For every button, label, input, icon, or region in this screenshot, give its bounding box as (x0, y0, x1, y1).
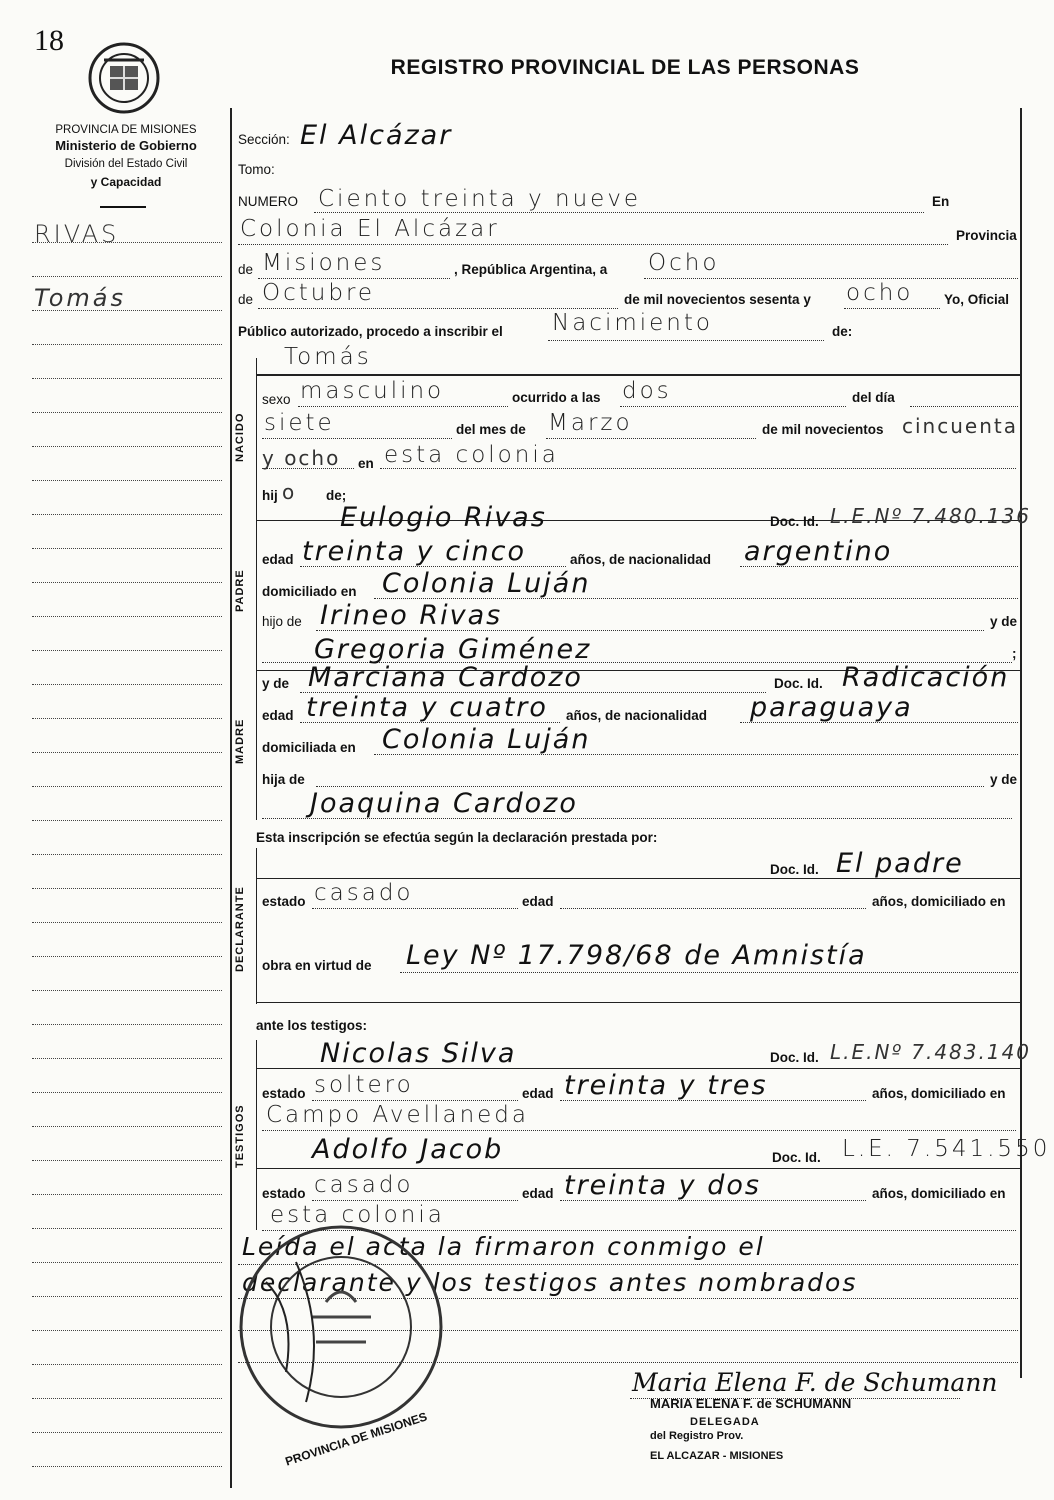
signature-role-1: DELEGADA (690, 1416, 760, 1428)
margin-ruled-line (32, 1194, 222, 1195)
margin-ruled-line (32, 990, 222, 991)
margin-ruled-line (32, 616, 222, 617)
field-dia-nac: siete (264, 410, 335, 436)
org-rule (100, 206, 146, 208)
margin-ruled-line (32, 412, 222, 413)
margin-ruled-line (32, 1296, 222, 1297)
field-padre-nombre: Eulogio Rivas (340, 502, 547, 533)
field-decl-estado: casado (314, 880, 414, 906)
registry-round-stamp (236, 1222, 446, 1432)
label-sexo: sexo (262, 392, 291, 407)
side-tag-declarante: DECLARANTE (234, 886, 246, 972)
field-hora: dos (622, 378, 672, 404)
margin-ruled-line (32, 650, 222, 651)
label-del-dia: del día (852, 390, 895, 405)
field-t1-dom: Campo Avellaneda (266, 1102, 529, 1128)
field-madre-dom: Colonia Luján (382, 724, 591, 755)
margin-ruled-line (32, 854, 222, 855)
field-t2-dom: esta colonia (270, 1202, 445, 1228)
margin-ruled-line (32, 1466, 222, 1467)
label-obra: obra en virtud de (262, 958, 372, 973)
margin-ruled-line (32, 378, 222, 379)
province-seal-logo (86, 40, 162, 116)
label-t2-domiciliado: años, domiciliado en (872, 1186, 1006, 1201)
margin-ruled-line (32, 786, 222, 787)
side-tag-madre: MADRE (234, 718, 246, 764)
margin-ruled-line (32, 922, 222, 923)
label-publico: Público autorizado, procedo a inscribir el (238, 324, 503, 339)
margin-ruled-line (32, 1228, 222, 1229)
margin-ruled-line (32, 1126, 222, 1127)
label-provincia: Provincia (956, 228, 1017, 243)
label-padre-y-de: y de (990, 614, 1018, 629)
margin-ruled-line (32, 514, 222, 515)
field-padre-madre: Gregoria Giménez (314, 634, 592, 665)
label-padre-doc: Doc. Id. (770, 514, 819, 529)
field-padre-dom: Colonia Luján (382, 568, 591, 599)
field-padre-doc: L.E.Nº 7.480.136 (830, 504, 1032, 528)
margin-ruled-line (32, 1262, 222, 1263)
label-madre-doc: Doc. Id. (774, 676, 823, 691)
field-nombre: Tomás (284, 344, 372, 370)
field-decl-ley: Ley Nº 17.798/68 de Amnistía (406, 940, 867, 971)
label-t2-edad: edad (522, 1186, 554, 1201)
field-lugar-nac: esta colonia (384, 442, 559, 468)
margin-ruled-line (32, 480, 222, 481)
margin-given-name: Tomás (34, 284, 126, 312)
signature-role-3: EL ALCAZAR - MISIONES (650, 1450, 784, 1462)
label-decl-doc: Doc. Id. (770, 862, 819, 877)
field-t1-edad: treinta y tres (564, 1070, 768, 1101)
field-t1-nombre: Nicolas Silva (320, 1038, 517, 1069)
document-title: REGISTRO PROVINCIAL DE LAS PERSONAS (390, 56, 860, 79)
frame-right-rule (1020, 108, 1022, 1378)
field-t2-edad: treinta y dos (564, 1170, 761, 1201)
label-madre-y-de-2: y de (990, 772, 1018, 787)
label-hij: hij (262, 488, 278, 503)
org-division: División del Estado Civil (64, 158, 188, 170)
label-padre-edad: edad (262, 552, 294, 567)
margin-ruled-line (32, 548, 222, 549)
field-numero: Ciento treinta y nueve (318, 186, 642, 212)
label-t1-domiciliado: años, domiciliado en (872, 1086, 1006, 1101)
label-en: En (932, 194, 950, 209)
label-tomo: Tomo: (238, 162, 275, 177)
margin-ruled-line (32, 1432, 222, 1433)
label-en: en (358, 456, 374, 471)
field-provincia: Misiones (262, 250, 386, 276)
label-madre-edad: edad (262, 708, 294, 723)
field-hijo-sufijo: o (282, 480, 297, 504)
margin-ruled-line (32, 276, 222, 277)
label-t2-estado: estado (262, 1186, 306, 1201)
label-decl-estado: estado (262, 894, 306, 909)
field-mes: Octubre (262, 280, 376, 306)
org-ministry: Ministerio de Gobierno (55, 138, 197, 153)
frame-left-rule (230, 108, 232, 1488)
org-province: PROVINCIA DE MISIONES (55, 124, 197, 136)
label-del-mes: del mes de (456, 422, 526, 437)
field-decl-doc: El padre (836, 848, 964, 879)
label-seccion: Sección: (238, 132, 290, 147)
field-cierre-2: declarante y los testigos antes nombrados (242, 1268, 858, 1297)
field-t1-estado: soltero (314, 1072, 414, 1098)
org-capacity: y Capacidad (90, 175, 162, 189)
margin-ruled-line (32, 1024, 222, 1025)
field-t2-estado: casado (314, 1172, 414, 1198)
field-dia: Ocho (648, 250, 720, 276)
field-t2-doc: L.E. 7.541.550 (842, 1136, 1051, 1162)
label-t1-estado: estado (262, 1086, 306, 1101)
label-ocurrido: ocurrido a las (512, 390, 601, 405)
margin-ruled-line (32, 820, 222, 821)
margin-ruled-line (32, 1160, 222, 1161)
margin-ruled-line (32, 1398, 222, 1399)
margin-ruled-line (32, 344, 222, 345)
field-anio-nac-2: y ocho (262, 446, 341, 470)
page-number: 18 (34, 24, 64, 57)
label-hija-de: hija de (262, 772, 305, 787)
label-de-2: de (238, 292, 254, 307)
label-hijo-de: hijo de (262, 614, 302, 629)
field-madre-doc: Radicación (842, 662, 1010, 693)
label-mil-novecientos: de mil novecientos (762, 422, 884, 437)
label-de-colon: de: (832, 324, 853, 339)
field-padre-padre: Irineo Rivas (320, 600, 503, 631)
field-acto: Nacimiento (552, 310, 713, 336)
field-cierre-1: Leída el acta la firmaron conmigo el (242, 1232, 765, 1261)
field-sexo: masculino (300, 378, 445, 404)
label-decl-domiciliado: años, domiciliado en (872, 894, 1006, 909)
margin-ruled-line (32, 752, 222, 753)
margin-ruled-line (32, 718, 222, 719)
label-decl-edad: edad (522, 894, 554, 909)
label-madre-dom: domiciliada en (262, 740, 356, 755)
label-padre-nacionalidad: años, de nacionalidad (570, 552, 712, 567)
field-madre-nombre: Marciana Cardozo (308, 662, 583, 693)
margin-ruled-line (32, 1092, 222, 1093)
field-anio: ocho (846, 280, 914, 306)
field-t2-nombre: Adolfo Jacob (312, 1134, 504, 1165)
field-seccion: El Alcázar (300, 120, 453, 151)
side-tag-nacido: NACIDO (234, 412, 246, 462)
label-t1-doc: Doc. Id. (770, 1050, 819, 1065)
field-madre-edad: treinta y cuatro (306, 692, 548, 723)
signature-role-2: del Registro Prov. (650, 1430, 744, 1442)
signature-script: Maria Elena F. de Schumann (632, 1368, 998, 1397)
label-padre-dom: domiciliado en (262, 584, 357, 599)
field-anio-nac-1: cincuenta (902, 414, 1018, 438)
label-de-semi: de; (326, 488, 347, 503)
label-t1-edad: edad (522, 1086, 554, 1101)
side-tag-padre: PADRE (234, 569, 246, 612)
margin-ruled-line (32, 446, 222, 447)
label-t2-doc: Doc. Id. (772, 1150, 821, 1165)
field-lugar: Colonia El Alcázar (240, 216, 500, 242)
field-padre-nac: argentino (744, 536, 893, 567)
field-padre-edad: treinta y cinco (302, 536, 527, 567)
label-numero: NUMERO (238, 194, 298, 209)
stamp-text: PROVINCIA DE MISIONES (283, 1409, 429, 1469)
side-tag-testigos: TESTIGOS (234, 1104, 246, 1168)
signature-name: MARIA ELENA F. de SCHUMANN (650, 1396, 852, 1411)
label-madre-nacionalidad: años, de nacionalidad (566, 708, 708, 723)
label-republica: , República Argentina, a (454, 262, 608, 277)
label-mil-sesenta: de mil novecientos sesenta y (624, 292, 811, 307)
label-madre-y-de: y de (262, 676, 290, 691)
inner-rule-declarante (256, 848, 257, 1004)
margin-surname: RIVAS (34, 220, 120, 248)
margin-ruled-line (32, 1364, 222, 1365)
inner-rule-top (256, 358, 257, 820)
field-madre-nac: paraguaya (750, 692, 913, 723)
margin-ruled-line (32, 582, 222, 583)
margin-ruled-line (32, 956, 222, 957)
label-de-1: de (238, 262, 254, 277)
margin-ruled-line (32, 684, 222, 685)
field-mes-nac: Marzo (548, 410, 633, 436)
label-testigos: ante los testigos: (256, 1018, 368, 1033)
label-semicolon: ; (1012, 646, 1017, 661)
margin-ruled-line (32, 888, 222, 889)
field-madre-madre: Joaquina Cardozo (310, 788, 578, 819)
field-t1-doc: L.E.Nº 7.483.140 (830, 1040, 1032, 1064)
margin-ruled-line (32, 1330, 222, 1331)
label-yo-oficial: Yo, Oficial (944, 292, 1010, 307)
label-declaracion: Esta inscripción se efectúa según la declaración prestada por: (256, 830, 658, 845)
margin-ruled-line (32, 1058, 222, 1059)
